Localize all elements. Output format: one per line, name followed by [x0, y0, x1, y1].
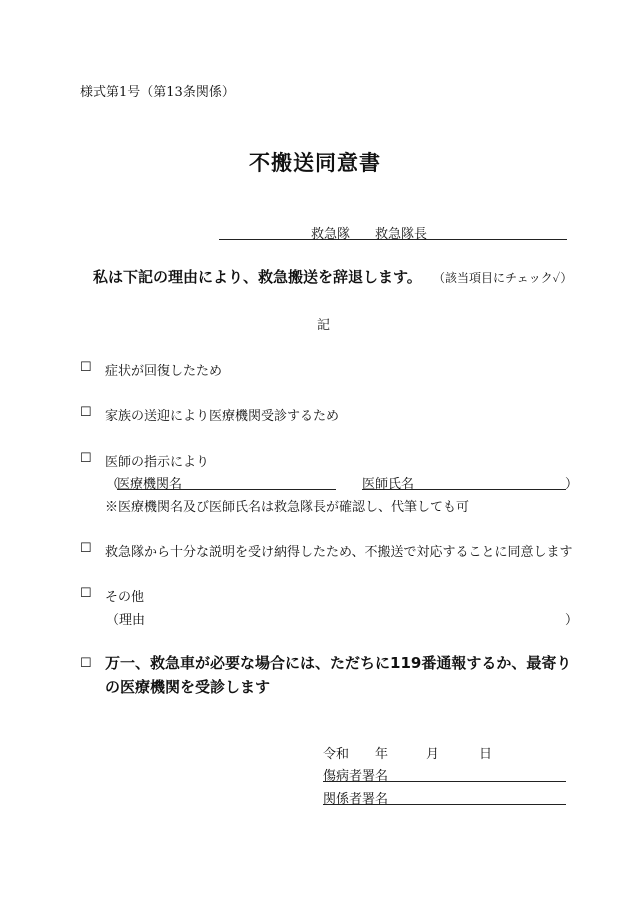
close-paren: ） — [565, 477, 579, 492]
item-explained-label: 救急隊から十分な説明を受け納得したため、不搬送で対応することに同意します — [105, 545, 573, 560]
related-signature-field[interactable] — [323, 788, 566, 805]
item-doctor-label: 医師の指示により — [105, 455, 210, 470]
page-title: 不搬送同意書 — [249, 151, 381, 175]
checkbox-explained[interactable]: ☐ — [80, 541, 92, 556]
captain-label: 救急隊長 — [375, 227, 428, 242]
ki-heading: 記 — [317, 318, 331, 333]
checkbox-family[interactable]: ☐ — [80, 405, 92, 420]
declaration-text: 私は下記の理由により、救急搬送を辞退します。 — [93, 268, 422, 286]
checkbox-recovered[interactable]: ☐ — [80, 360, 92, 375]
day-label: 日 — [479, 747, 493, 762]
team-name-field[interactable] — [219, 223, 567, 240]
doctor-name-field[interactable] — [362, 473, 566, 490]
era-label: 令和 — [323, 747, 350, 762]
item-emergency-line1: 万一、救急車が必要な場合には、ただちに119番通報するか、最寄り — [105, 654, 572, 672]
institution-name-field[interactable] — [117, 473, 336, 490]
year-label: 年 — [375, 747, 389, 762]
other-reason-field[interactable]: （理由 — [106, 613, 146, 628]
checkbox-emergency[interactable]: ☐ — [80, 656, 92, 671]
month-label: 月 — [426, 747, 440, 762]
checkbox-doctor[interactable]: ☐ — [80, 451, 92, 466]
form-number: 様式第1号（第13条関係） — [80, 85, 235, 100]
institution-label: 医療機関名 — [117, 477, 183, 492]
related-signature-label: 関係者署名 — [323, 792, 389, 807]
item-recovered-label: 症状が回復したため — [105, 364, 223, 379]
doctor-note: ※医療機関名及び医師氏名は救急隊長が確認し、代筆しても可 — [105, 500, 470, 515]
other-close-paren: ） — [565, 613, 579, 628]
patient-signature-label: 傷病者署名 — [323, 769, 389, 784]
doctor-name-label: 医師氏名 — [362, 477, 415, 492]
declaration-note: （該当項目にチェック✓） — [433, 271, 573, 285]
open-paren: （ — [106, 477, 120, 492]
team-label: 救急隊 — [311, 227, 351, 242]
checkbox-other[interactable]: ☐ — [80, 586, 92, 601]
patient-signature-field[interactable] — [323, 765, 566, 782]
item-other-label: その他 — [105, 590, 145, 605]
item-emergency-line2: の医療機関を受診します — [105, 678, 271, 696]
item-family-label: 家族の送迎により医療機関受診するため — [105, 409, 340, 424]
